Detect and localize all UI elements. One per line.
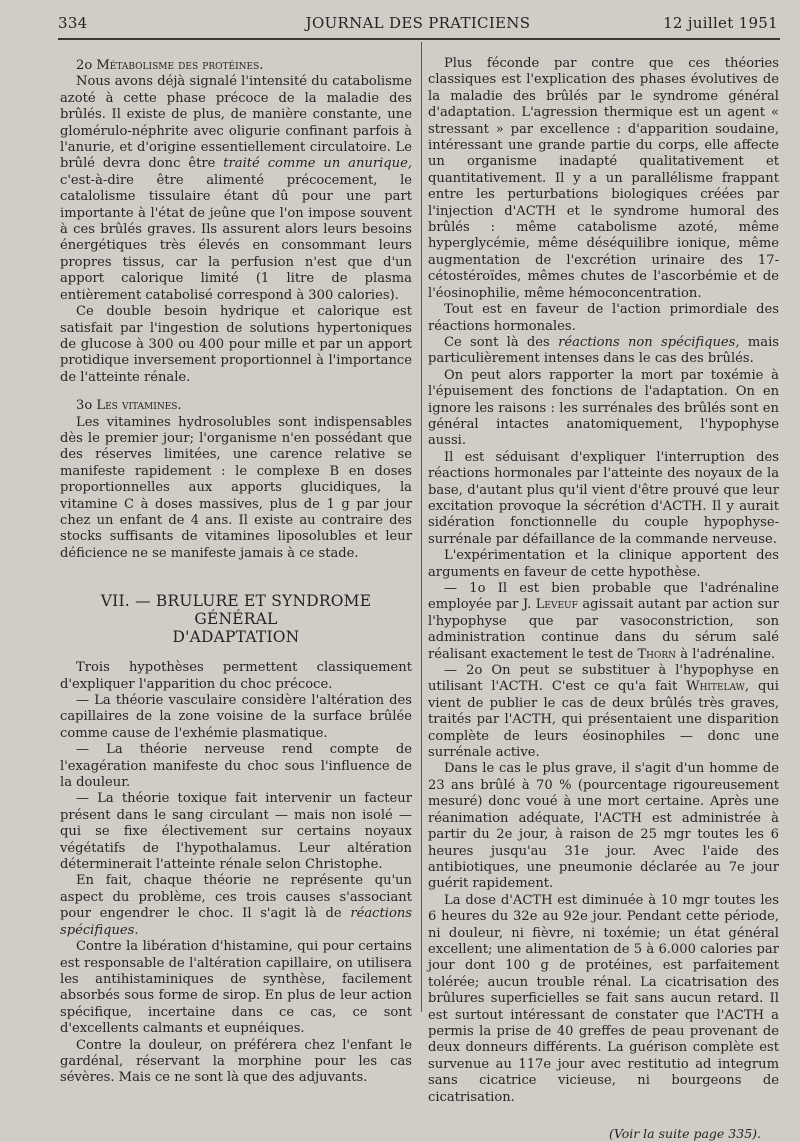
chapter-heading	[60, 592, 412, 646]
paragraph: — La théorie vasculaire considère l'altération des capillaires de la zone voisine de la surface brûlée comme cause de l'exhémie plasmatique.	[60, 693, 412, 741]
column-divider	[421, 42, 422, 1012]
left-column	[60, 58, 412, 1087]
running-header	[58, 14, 778, 36]
author-name: Leveuf	[535, 597, 578, 613]
paragraph: Plus féconde par contre que ces théories classiques est l'explication des phases évolutives de la maladie des brûlés par le syndrome général d'adaptation. L'agression thermique est un agent « stressant » par excellence : d'apparition soudaine, intéressant une grande partie du corps, elle affecte un organisme inadapté qualitativement et quantitativement. Il y a un parallélisme frappant entre les perturbations biologiques créées par l'injection d'ACTH et le syndrome humoral des brûlés : même catabolisme azoté, même hyperglycémie, même déséquilibre ionique, même augmentation de l'excrétion urinaire des 17-cétostéroïdes, mêmes chutes de l'ascorbémie et de l'éosinophilie, même hémoconcentration.	[428, 56, 779, 301]
paragraph	[428, 581, 779, 663]
section-heading-proteins	[60, 58, 412, 74]
right-column	[428, 56, 779, 1142]
paragraph-text: agissait autant par action sur l'hypophyse que par vasoconstriction, son administration continue dans du sérum salé réalisant exactement le test de	[428, 597, 779, 662]
continued-note	[428, 1126, 779, 1142]
section-title: Les vitamines.	[96, 398, 182, 414]
paragraph: Contre la libération d'histamine, qui pour certains est responsable de l'altération capillaire, on utilisera les antihistaminiques de synthèse, facilement absorbés sous forme de sirop. En plus de leur action spécifique, incertaine dans ce cas, ce sont d'excellents calmants et eupnéiques.	[60, 939, 412, 1037]
paragraph: On peut alors rapporter la mort par toxémie à l'épuisement des fonctions de l'adaptation. On en ignore les raisons : les surrénales des brûlés sont en général intactes anatomiquement, l'hypophyse aussi.	[428, 367, 779, 449]
section-number: 3o	[76, 398, 93, 414]
emphasis-text: réactions non spécifiques,	[558, 334, 740, 350]
emphasis-text: traité comme un anurique,	[223, 156, 412, 172]
paragraph-text: — 1o Il est bien probable que l'adrénaline employée par J.	[428, 581, 779, 613]
paragraph: L'expérimentation et la clinique apportent des arguments en faveur de cette hypothèse.	[428, 548, 779, 580]
paragraph: — La théorie nerveuse rend compte de l'exagération manifeste du choc sous l'influence de la douleur.	[60, 742, 412, 791]
paragraph	[60, 873, 412, 939]
paragraph-text: à l'adrénaline.	[680, 646, 776, 662]
header-rule	[58, 38, 780, 40]
section-title: Métabolisme des protéines.	[96, 58, 264, 73]
paragraph	[428, 335, 779, 368]
chapter-heading-line: D'ADAPTATION	[172, 628, 300, 647]
section-number: 2o	[76, 58, 93, 73]
paragraph: Contre la douleur, on préférera chez l'enfant le gardénal, réservant la morphine pour les cas sévères. Mais ce ne sont là que des adjuvants.	[60, 1037, 412, 1086]
paragraph: Il est séduisant d'expliquer l'interruption des réactions hormonales par l'atteinte des noyaux de la base, d'autant plus qu'il vient d'être prouvé que leur excitation provoque la sécrétion d'ACTH. Il y aurait sidération fonctionnelle du couple hypophyse-surrénale par défaillance de la commande nerveuse.	[428, 449, 779, 547]
paragraph: Tout est en faveur de l'action primordiale des réactions hormonales.	[428, 302, 779, 334]
author-name: Whitelaw,	[686, 679, 750, 695]
section-heading-vitamins	[60, 398, 412, 414]
paragraph: Ce double besoin hydrique et calorique est satisfait par l'ingestion de solutions hypertoniques de glucose à 300 ou 400 pour mille et par un apport protidique inversement proportionnel à l'importance de l'atteinte rénale.	[60, 304, 412, 385]
paragraph: Dans le cas le plus grave, il s'agit d'un homme de 23 ans brûlé à 70 % (pourcentage rigoureusement mesuré) donc voué à une mort certaine. Après une réanimation adéquate, l'ACTH est administrée à partir du 2e jour, à raison de 25 mgr toutes les 6 heures jusqu'au 31e jour. Avec l'aide des antibiotiques, une pneumonie déclarée au 7e jour guérit rapidement.	[428, 761, 779, 892]
author-name: Thorn	[637, 646, 677, 662]
paragraph: — La théorie toxique fait intervenir un facteur présent dans le sang circulant — mais non isolé — qui se fixe électivement sur certains noyaux végétatifs de l'hypothalamus. Leur altération déterminerait l'atteinte rénale selon Christophe.	[60, 791, 412, 873]
issue-date: 12 juillet 1951	[663, 14, 778, 32]
journal-title: JOURNAL DES PRATICIENS	[305, 14, 531, 32]
paragraph	[60, 74, 412, 304]
paragraph: La dose d'ACTH est diminuée à 10 mgr toutes les 6 heures du 32e au 92e jour. Pendant cette période, ni douleur, ni fièvre, ni toxémie; un état général excellent; une alimentation de 5 à 6.000 calories par jour dont 100 g de protéines, est parfaitement tolérée; aucun trouble rénal. La cicatrisation des brûlures superficielles se fait sans aucun retard. Il est surtout intéressant de constater que l'ACTH a permis la prise de 40 greffes de peau provenant de deux donneurs différents. La guérison complète est survenue au 117e jour avec restitutio ad integrum sans cicatrice vicieuse, ni bourgeons de cicatrisation.	[428, 892, 779, 1105]
paragraph: Les vitamines hydrosolubles sont indispensables dès le premier jour; l'organisme n'en possédant que des réserves limitées, une carence relative se manifeste rapidement : le complexe B en doses proportionnelles aux apports glucidiques, la vitamine C à doses massives, plus de 1 g par jour chez un enfant de 4 ans. Il existe au contraire des stocks suffisants de vitamines liposolubles et leur déficience ne se manifeste jamais à ce stade.	[60, 414, 412, 561]
paragraph-text: — 2o On peut se substituer à l'hypophyse en utilisant l'ACTH. C'est ce qu'a fait	[428, 663, 779, 695]
continued-text: (Voir la suite page 335).	[608, 1126, 761, 1141]
paragraph-text: Nous avons déjà signalé l'intensité du catabolisme azoté à cette phase précoce de la maladie des brûlés. Il existe de plus, de manière constante, une glomérulo-néphrite avec oligurie confinant parfois à l'anurie, et d'origine essentiellement circulatoire. Le brûlé devra donc être	[60, 74, 412, 172]
paragraph-text: mais particulièrement intenses dans le cas des brûlés.	[428, 334, 779, 367]
paragraph-text: Ce sont là des	[444, 334, 550, 350]
paragraph-text: qui vient de publier le cas de deux brûlés très graves, traités par l'ACTH, qui présentaient une disparition complète de leurs éosinophiles — donc une surrénale active.	[428, 679, 779, 761]
paragraph: Trois hypothèses permettent classiquement d'expliquer l'apparition du choc précoce.	[60, 660, 412, 692]
chapter-heading-line: VII. — BRULURE ET SYNDROME GÉNÉRAL	[100, 592, 372, 629]
paragraph	[428, 663, 779, 761]
emphasis-text: réactions spécifiques.	[60, 906, 412, 938]
paragraph-text: En fait, chaque théorie ne représente qu'un aspect du problème, ces trois causes s'associant pour engendrer le choc. Il s'agit là de	[60, 873, 412, 922]
paragraph-text: c'est-à-dire être alimenté précocement, le catalolisme tissulaire étant dû pour une part importante à l'état de jeûne que l'on impose souvent à ces brûlés graves. Ils assurent alors leurs besoins énergétiques très élevés en consommant leurs propres tissus, car la perfusion n'est que d'un apport calorique limité (1 litre de plasma entièrement catabolisé correspond à 300 calories).	[60, 172, 412, 303]
page-number: 334	[58, 14, 88, 32]
